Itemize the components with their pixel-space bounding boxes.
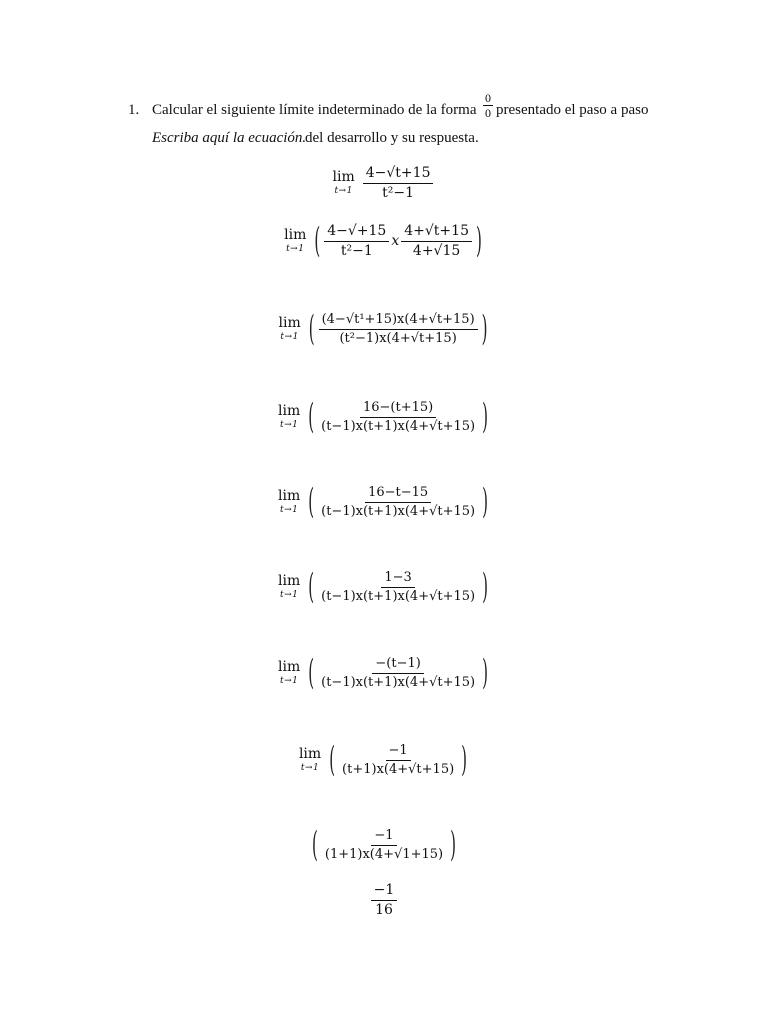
numerator: 16−(t+15): [360, 401, 436, 418]
denominator: (t+1)x(4+√t+15): [342, 761, 455, 777]
equation-placeholder[interactable]: Escriba aquí la ecuación.: [152, 130, 307, 146]
numerator: 4−√+15: [324, 224, 389, 242]
step-0-fraction: [363, 166, 434, 200]
denominator: 16: [375, 901, 393, 918]
problem-number: 1.: [128, 102, 140, 118]
numerator: −(t−1): [372, 657, 423, 674]
step-7: lim t→1 ( $\frac{-1}{(t+1)x(4+√t+15)}$ ): [298, 738, 468, 780]
problem-intro-tail: presentado el paso a paso: [496, 102, 649, 118]
step-8: ( $\frac{-1}{(1+1)x(4+√1+15)}$ ): [312, 823, 456, 865]
denominator: (1+1)x(4+√1+15): [324, 846, 444, 862]
problem-line2-tail: del desarrollo y su respuesta.: [305, 130, 479, 146]
step-4: lim t→1 ( $\frac{16-t-15}{(t-1)x(t+1)x(4+√t+15)}$ ): [278, 480, 488, 522]
step-6: lim t→1 ( $\frac{-(t-1)}{(t-1)x(t+1)x(4+√t+15)}$ ): [278, 651, 488, 693]
form-denominator: 0: [485, 106, 491, 120]
final-answer: [0, 883, 768, 917]
indeterminate-form: [480, 92, 496, 119]
limit-operator: lim t→1: [332, 169, 355, 197]
problem-intro: Calcular el siguiente límite indeterminado de la forma: [152, 102, 477, 118]
denominator: (t−1)x(t+1)x(4+√t+15): [321, 588, 476, 604]
step-5: lim t→1 ( $\frac{1-3}{(t-1)x(t+1)x(4+√t+15)}$ ): [278, 565, 488, 607]
denominator-2: 4+√15: [412, 242, 461, 259]
form-numerator: 0: [485, 91, 491, 105]
limit-operator: lim t→1: [298, 746, 322, 774]
limit-operator: lim t→1: [284, 227, 307, 255]
numerator: −1: [386, 744, 411, 761]
denominator: (t²−1)x(4+√t+15): [339, 330, 457, 346]
limit-operator: lim t→1: [278, 403, 301, 431]
numerator: −1: [371, 829, 396, 846]
limit-operator: lim t→1: [278, 573, 301, 601]
step-0: [0, 166, 768, 200]
denominator: (t−1)x(t+1)x(4+√t+15): [321, 418, 476, 434]
times-sign: x: [391, 233, 400, 250]
limit-operator: lim t→1: [278, 488, 301, 516]
limit-operator: lim t→1: [278, 315, 301, 343]
numerator: 4−√t+15: [363, 166, 434, 184]
step-3: lim t→1 ( $\frac{16-(t+15)}{(t-1)x(t+1)x(4+√t+15)}$ ): [278, 395, 488, 437]
numerator: −1: [371, 883, 398, 901]
numerator: 1−3: [381, 571, 414, 588]
limit-operator: lim t→1: [278, 659, 301, 687]
step-2: lim t→1 ( $\frac{\text{(4−√t¹+15)x(4+√t+15)}}{\text{(t²−1)x(4+√t+15)}}$ ): [278, 307, 488, 349]
step-1: lim t→1 ( $\frac{4-√+15}{\text{t²−1}}$ x $\frac{4+√t+15}{4+√15}$ ): [284, 219, 482, 261]
denominator: t²−1: [382, 184, 415, 201]
numerator: (4−√t¹+15)x(4+√t+15): [319, 313, 478, 330]
denominator: t²−1: [340, 242, 373, 259]
numerator: 16−t−15: [365, 486, 431, 503]
numerator-2: 4+√t+15: [401, 224, 472, 242]
denominator: (t−1)x(t+1)x(4+√t+15): [321, 503, 476, 519]
denominator: (t−1)x(t+1)x(4+√t+15): [321, 674, 476, 690]
